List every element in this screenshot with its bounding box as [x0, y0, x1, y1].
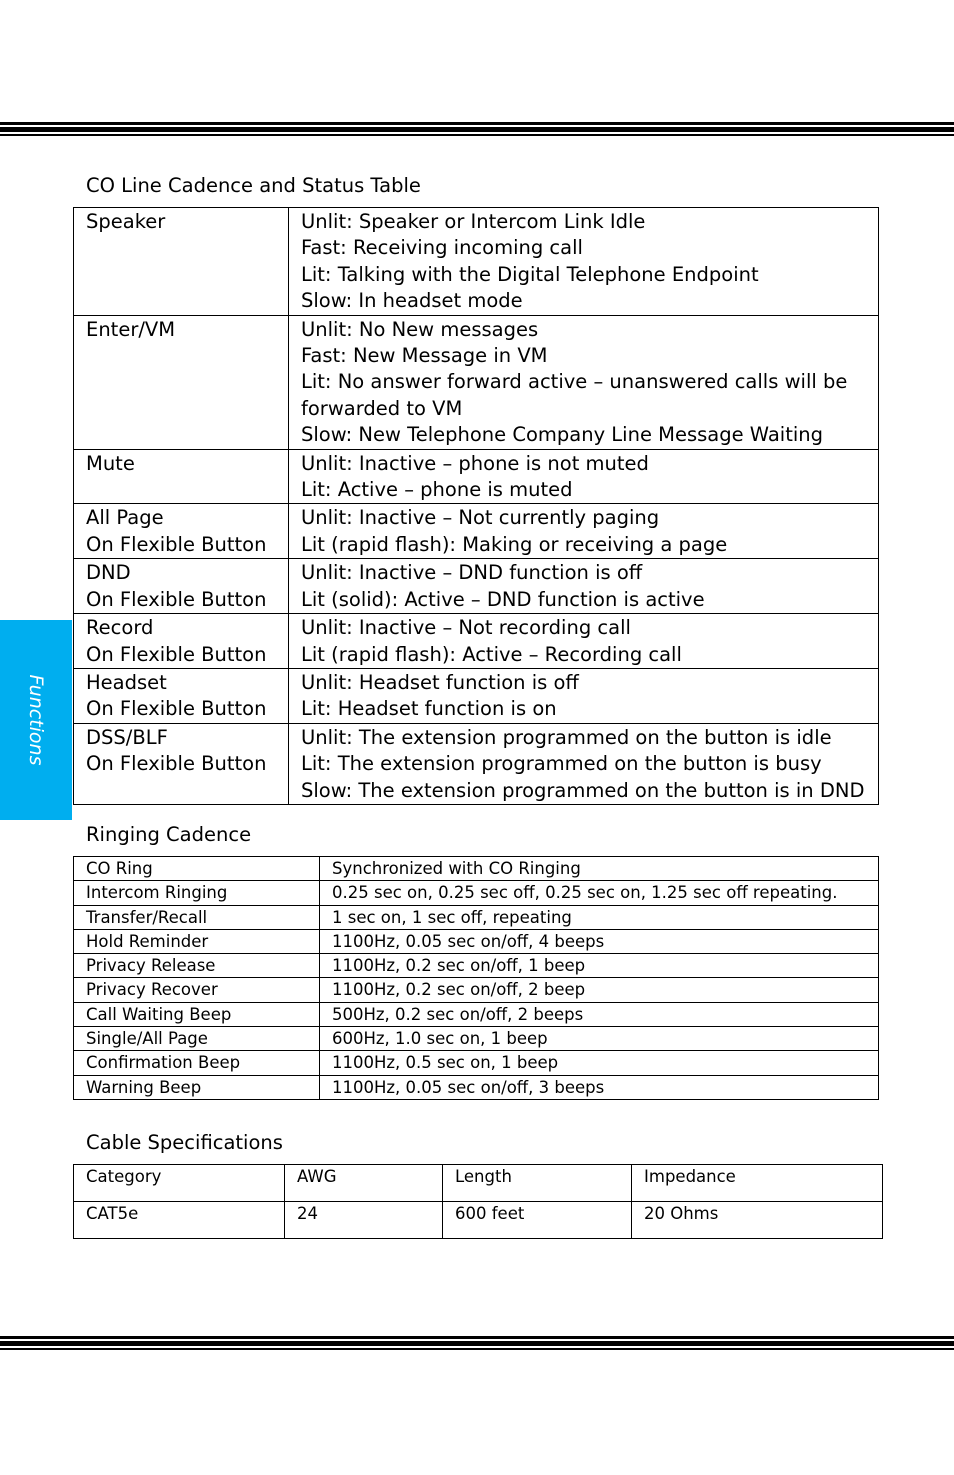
ring-type-cell: Hold Reminder [74, 929, 320, 953]
ring-pattern-cell: 1100Hz, 0.2 sec on/off, 1 beep [320, 954, 879, 978]
button-name-cell [74, 559, 289, 614]
status-desc-cell [289, 723, 879, 804]
header-impedance: Impedance [632, 1165, 883, 1202]
status-desc-cell [289, 315, 879, 449]
status-line: Fast: Receiving incoming call [301, 236, 583, 260]
table-row [74, 614, 879, 669]
button-location: On Flexible Button [86, 587, 267, 611]
status-desc-cell [289, 208, 879, 316]
status-desc-cell [289, 504, 879, 559]
button-name-cell [74, 614, 289, 669]
status-line: Slow: New Telephone Company Line Message Waiting [301, 423, 824, 447]
bottom-rule [0, 1336, 954, 1352]
status-line: Lit (rapid flash): Making or receiving a page [301, 532, 728, 556]
table-row [74, 1027, 879, 1051]
side-tab-label: Functions [25, 674, 47, 766]
ring-type-cell: Privacy Recover [74, 978, 320, 1002]
awg-cell: 24 [285, 1202, 443, 1239]
table-row [74, 1051, 879, 1075]
table-row [74, 449, 879, 504]
table-row [74, 559, 879, 614]
status-line: Lit (solid): Active – DND function is active [301, 587, 705, 611]
ring-pattern-cell: 1100Hz, 0.5 sec on, 1 beep [320, 1051, 879, 1075]
ringing-cadence-title: Ringing Cadence [86, 823, 252, 846]
status-desc-cell [289, 449, 879, 504]
length-cell: 600 feet [443, 1202, 632, 1239]
cable-specs-table [73, 1164, 883, 1239]
status-line: Unlit: Inactive – Not recording call [301, 616, 631, 640]
ring-type-cell: Single/All Page [74, 1027, 320, 1051]
button-name: Speaker [86, 210, 166, 233]
status-line: Slow: The extension programmed on the button is in DND [301, 778, 865, 802]
table-row [74, 208, 879, 316]
status-line: Fast: New Message in VM [301, 344, 548, 368]
table-row [74, 504, 879, 559]
top-rule [0, 122, 954, 138]
ring-type-cell: Privacy Release [74, 954, 320, 978]
ring-type-cell: Warning Beep [74, 1075, 320, 1099]
table-row [74, 857, 879, 881]
table-row [74, 315, 879, 449]
table-row [74, 1202, 883, 1239]
ring-pattern-cell: 0.25 sec on, 0.25 sec off, 0.25 sec on, 1.25 sec off repeating. [320, 881, 879, 905]
status-line: Unlit: Inactive – Not currently paging [301, 506, 660, 530]
button-location: On Flexible Button [86, 697, 267, 721]
ring-pattern-cell: 1100Hz, 0.2 sec on/off, 2 beep [320, 978, 879, 1002]
table-row [74, 978, 879, 1002]
button-location: On Flexible Button [86, 752, 267, 776]
button-name: Headset [86, 670, 167, 694]
status-desc-cell [289, 668, 879, 723]
status-line: Lit: Active – phone is muted [301, 478, 573, 502]
button-name-cell [74, 504, 289, 559]
ring-pattern-cell: 600Hz, 1.0 sec on, 1 beep [320, 1027, 879, 1051]
ring-type-cell: Transfer/Recall [74, 905, 320, 929]
button-name: Mute [86, 451, 135, 475]
status-desc-cell [289, 559, 879, 614]
ring-type-cell: Call Waiting Beep [74, 1002, 320, 1026]
table-row [74, 1002, 879, 1026]
status-line: Lit: The extension programmed on the button is busy [301, 752, 822, 776]
status-line: Unlit: Inactive – phone is not muted [301, 451, 649, 475]
status-line: Unlit: Inactive – DND function is off [301, 561, 643, 585]
ring-type-cell: CO Ring [74, 857, 320, 881]
category-cell: CAT5e [74, 1202, 285, 1239]
status-line: Unlit: The extension programmed on the button is idle [301, 725, 832, 749]
button-location: On Flexible Button [86, 532, 267, 556]
button-name: All Page [86, 506, 164, 530]
button-location: On Flexible Button [86, 642, 267, 666]
button-name: DND [86, 561, 131, 585]
table-row [74, 668, 879, 723]
button-name-cell [74, 723, 289, 804]
status-line: Slow: In headset mode [301, 289, 523, 313]
table-row [74, 954, 879, 978]
ring-type-cell: Intercom Ringing [74, 881, 320, 905]
ring-type-cell: Confirmation Beep [74, 1051, 320, 1075]
button-name-cell [74, 449, 289, 504]
cadence-table-title: CO Line Cadence and Status Table [86, 174, 421, 197]
status-line: Lit (rapid flash): Active – Recording call [301, 642, 682, 666]
side-tab [0, 620, 72, 820]
status-line: Lit: Headset function is on [301, 697, 557, 721]
ring-pattern-cell: 1100Hz, 0.05 sec on/off, 3 beeps [320, 1075, 879, 1099]
status-line: Lit: No answer forward active – unanswered calls will be forwarded to VM [301, 370, 848, 420]
button-name: DSS/BLF [86, 725, 168, 749]
ring-pattern-cell: 1100Hz, 0.05 sec on/off, 4 beeps [320, 929, 879, 953]
ring-pattern-cell: 500Hz, 0.2 sec on/off, 2 beeps [320, 1002, 879, 1026]
ring-pattern-cell: Synchronized with CO Ringing [320, 857, 879, 881]
table-row [74, 929, 879, 953]
button-name-cell [74, 668, 289, 723]
header-length: Length [443, 1165, 632, 1202]
button-name-cell [74, 208, 289, 316]
table-row [74, 881, 879, 905]
table-row [74, 723, 879, 804]
cadence-status-table [73, 207, 879, 805]
table-row [74, 905, 879, 929]
status-line: Unlit: No New messages [301, 317, 539, 341]
table-header-row [74, 1165, 883, 1202]
table-row [74, 1075, 879, 1099]
button-name: Record [86, 616, 154, 640]
status-line: Unlit: Headset function is off [301, 670, 579, 694]
ringing-cadence-table [73, 856, 879, 1100]
cable-specs-title: Cable Specifications [86, 1131, 283, 1154]
header-awg: AWG [285, 1165, 443, 1202]
status-line: Lit: Talking with the Digital Telephone Endpoint [301, 262, 759, 286]
button-name: Enter/VM [86, 317, 176, 341]
status-line: Unlit: Speaker or Intercom Link Idle [301, 210, 646, 233]
impedance-cell: 20 Ohms [632, 1202, 883, 1239]
status-desc-cell [289, 614, 879, 669]
ring-pattern-cell: 1 sec on, 1 sec off, repeating [320, 905, 879, 929]
header-category: Category [74, 1165, 285, 1202]
button-name-cell [74, 315, 289, 449]
